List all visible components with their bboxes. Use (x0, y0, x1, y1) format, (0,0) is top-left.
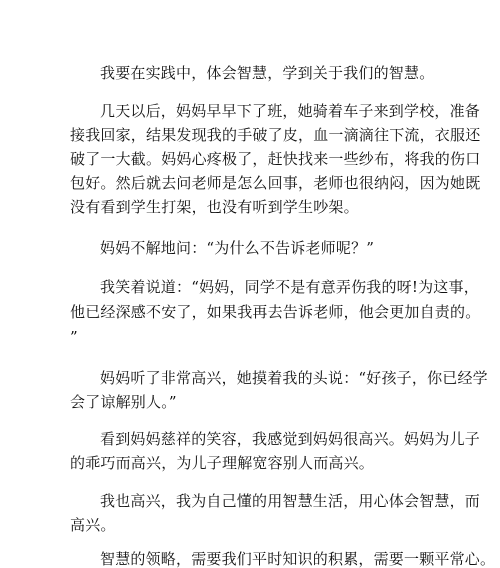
paragraph-2-line-5: 没有看到学生打架，也没有听到学生吵架。 (70, 198, 359, 216)
paragraph-4-line-1: 我笑着说道：“妈妈，同学不是有意弄伤我的呀!为这事， (100, 278, 479, 296)
paragraph-5-line-2: 会了谅解别人。” (70, 393, 177, 411)
paragraph-6-line-2: 的乖巧而高兴，为儿子理解宽容别人而高兴。 (70, 454, 375, 472)
paragraph-3-line-1: 妈妈不解地问：“为什么不告诉老师呢？” (100, 239, 375, 257)
paragraph-2-line-1: 几天以后，妈妈早早下了班，她骑着车子来到学校，准备 (100, 102, 481, 120)
paragraph-5-line-1: 妈妈听了非常高兴，她摸着我的头说：“好孩子，你已经学 (100, 369, 488, 387)
paragraph-7-line-1: 我也高兴，我为自己懂的用智慧生活，用心体会智慧，而 (100, 492, 481, 510)
paragraph-4-line-3: ” (70, 328, 78, 346)
paragraph-8-line-1: 智慧的领略，需要我们平时知识的积累，需要一颗平常心。 (100, 550, 496, 568)
paragraph-4-line-2: 他已经深感不安了，如果我再去告诉老师，他会更加自责的。 (70, 303, 481, 321)
paragraph-2-line-4: 包好。然后就去问老师是怎么回事，老师也很纳闷，因为她既 (70, 174, 481, 192)
paragraph-2-line-3: 破了一大截。妈妈心疼极了，赶快找来一些纱布，将我的伤口 (70, 150, 481, 168)
paragraph-1-line-1: 我要在实践中，体会智慧，学到关于我们的智慧。 (100, 64, 435, 82)
paragraph-6-line-1: 看到妈妈慈祥的笑容，我感觉到妈妈很高兴。妈妈为儿子 (100, 430, 481, 448)
paragraph-7-line-2: 高兴。 (70, 516, 116, 534)
paragraph-2-line-2: 接我回家，结果发现我的手破了皮，血一滴滴往下流，衣服还 (70, 126, 481, 144)
